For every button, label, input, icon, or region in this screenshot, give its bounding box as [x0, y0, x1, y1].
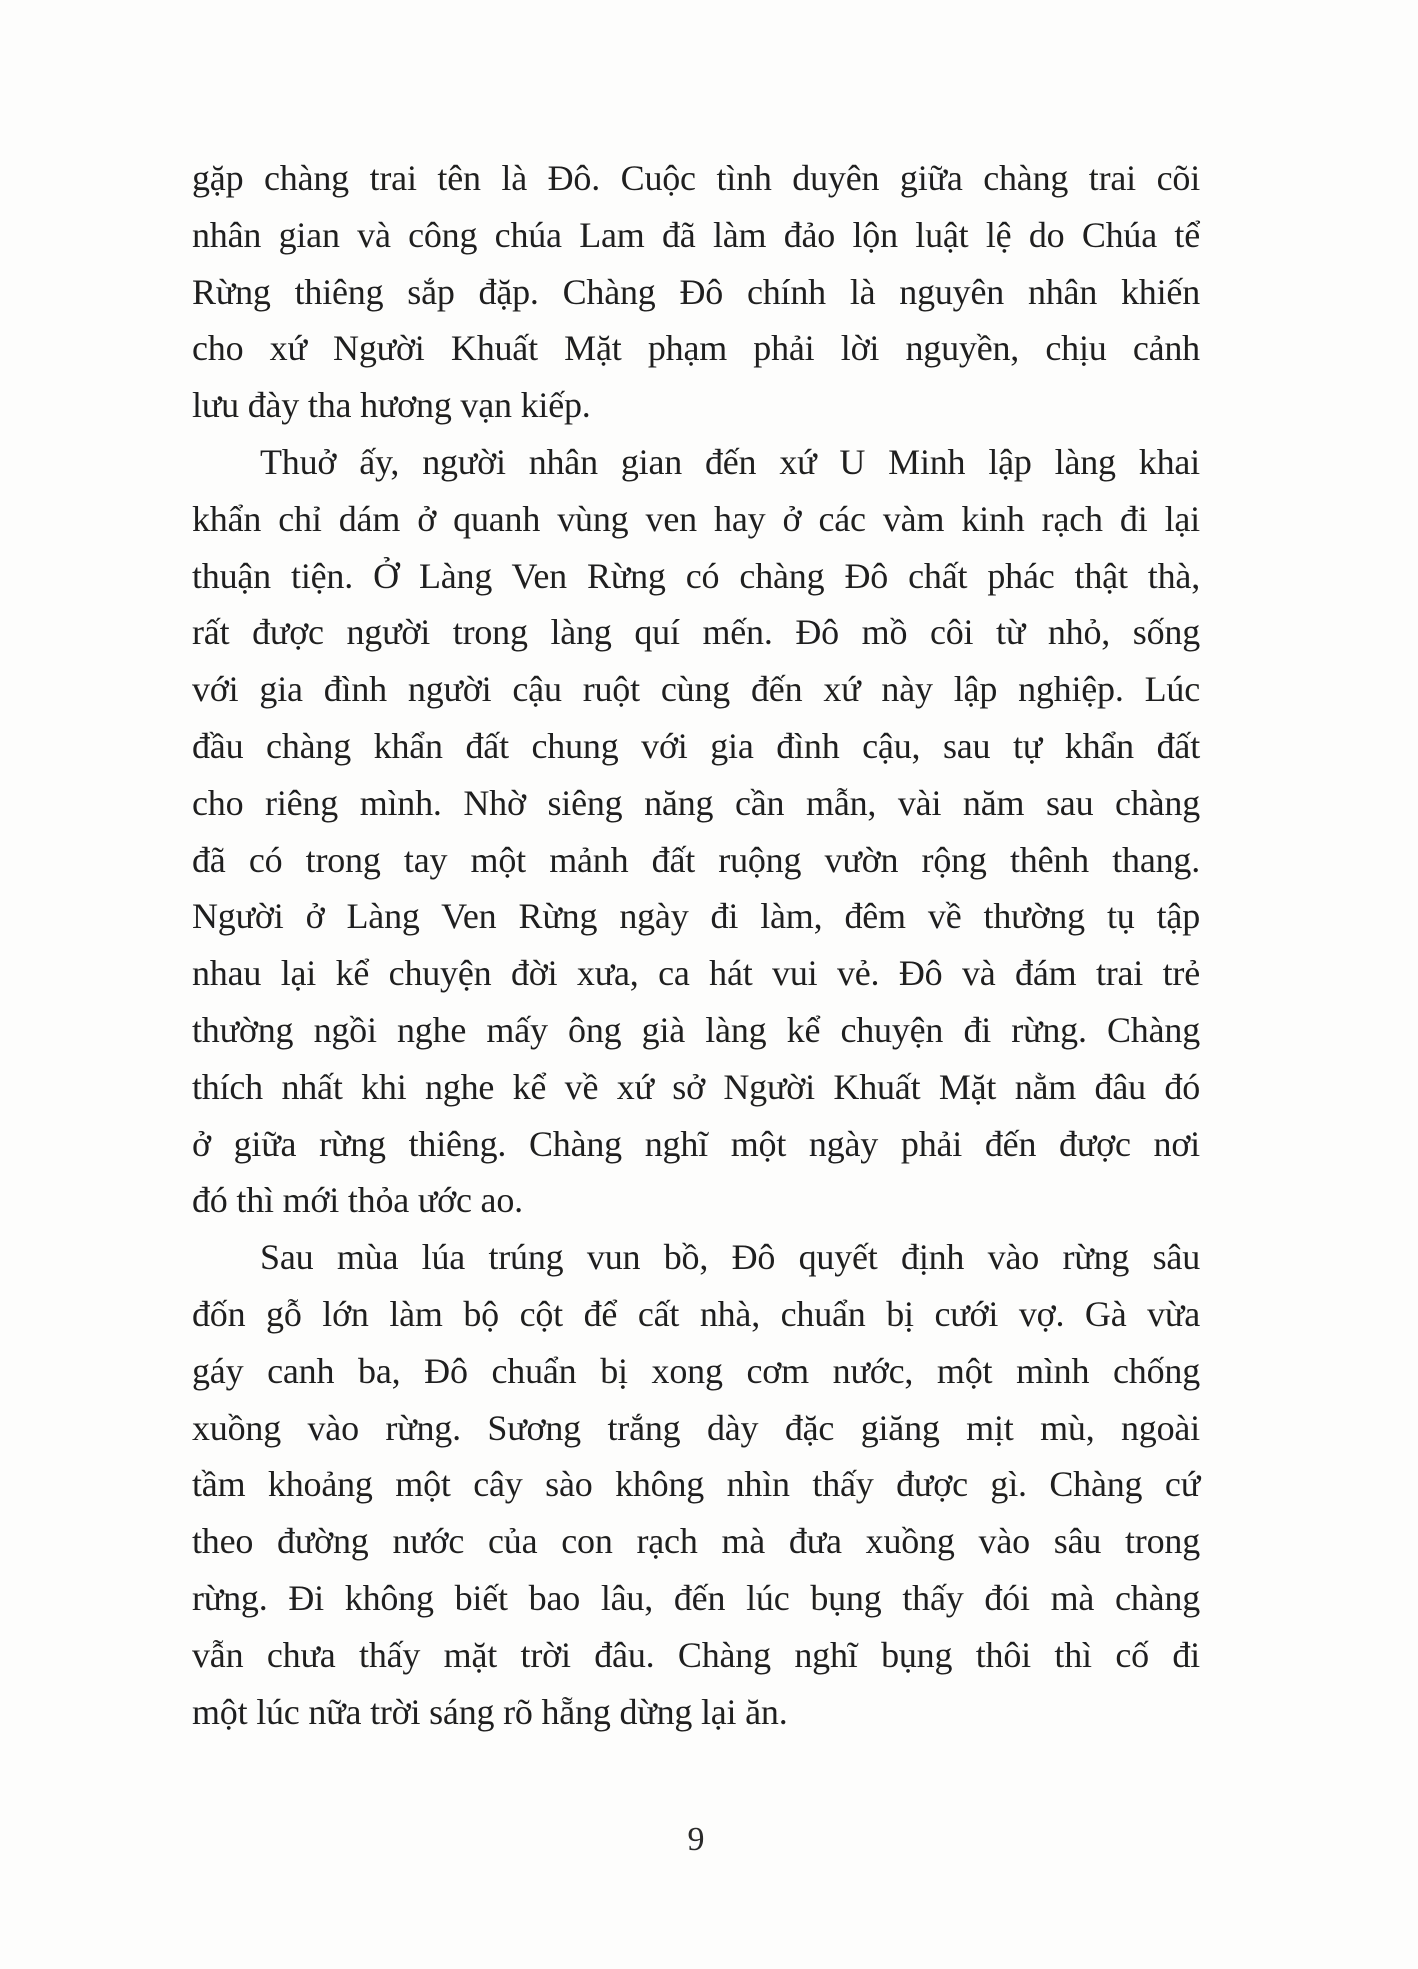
text-line: lưu đày tha hương vạn kiếp. — [192, 385, 591, 426]
page-number: 9 — [687, 1821, 705, 1858]
text-line: cho riêng mình. Nhờ siêng năng cần mẫn, vài năm sau chàng — [192, 782, 1200, 823]
text-line: đó thì mới thỏa ước ao. — [192, 1180, 523, 1221]
text-line: Người ở Làng Ven Rừng ngày đi làm, đêm về thường tụ tập — [192, 896, 1200, 937]
paragraph — [192, 434, 1200, 1229]
text-line: nhân gian và công chúa Lam đã làm đảo lộn luật lệ do Chúa tể — [192, 214, 1200, 255]
text-line: Sau mùa lúa trúng vun bồ, Đô quyết định vào rừng sâu — [260, 1237, 1200, 1278]
text-line: đã có trong tay một mảnh đất ruộng vườn rộng thênh thang. — [192, 839, 1200, 880]
text-line: theo đường nước của con rạch mà đưa xuồng vào sâu trong — [192, 1521, 1200, 1562]
paragraph — [192, 1229, 1200, 1740]
paragraph — [192, 150, 1200, 434]
text-line: Thuở ấy, người nhân gian đến xứ U Minh lập làng khai — [260, 441, 1200, 482]
text-line: ở giữa rừng thiêng. Chàng nghĩ một ngày phải đến được nơi — [192, 1123, 1200, 1164]
text-line: đầu chàng khẩn đất chung với gia đình cậu, sau tự khẩn đất — [192, 725, 1200, 766]
text-line: tầm khoảng một cây sào không nhìn thấy được gì. Chàng cứ — [192, 1464, 1200, 1505]
text-line: với gia đình người cậu ruột cùng đến xứ này lập nghiệp. Lúc — [192, 669, 1200, 710]
text-line: gặp chàng trai tên là Đô. Cuộc tình duyên giữa chàng trai cõi — [192, 158, 1200, 198]
text-line: đốn gỗ lớn làm bộ cột để cất nhà, chuẩn bị cưới vợ. Gà vừa — [192, 1293, 1200, 1334]
text-line: thích nhất khi nghe kể về xứ sở Người Khuất Mặt nằm đâu đó — [192, 1066, 1200, 1107]
text-line: vẫn chưa thấy mặt trời đâu. Chàng nghĩ bụng thôi thì cố đi — [192, 1634, 1200, 1675]
text-line: xuồng vào rừng. Sương trắng dày đặc giăng mịt mù, ngoài — [192, 1407, 1200, 1448]
text-line: rất được người trong làng quí mến. Đô mồ côi từ nhỏ, sống — [192, 612, 1200, 653]
text-line: rừng. Đi không biết bao lâu, đến lúc bụng thấy đói mà chàng — [192, 1577, 1200, 1618]
page-text-block — [192, 150, 1200, 1740]
text-line: thường ngồi nghe mấy ông già làng kể chuyện đi rừng. Chàng — [192, 1009, 1200, 1050]
text-line: Rừng thiêng sắp đặp. Chàng Đô chính là nguyên nhân khiến — [192, 271, 1200, 312]
text-line: gáy canh ba, Đô chuẩn bị xong cơm nước, một mình chống — [192, 1350, 1200, 1391]
text-line: khẩn chỉ dám ở quanh vùng ven hay ở các vàm kinh rạch đi lại — [192, 498, 1200, 539]
text-line: nhau lại kể chuyện đời xưa, ca hát vui vẻ. Đô và đám trai trẻ — [192, 953, 1200, 994]
text-line: cho xứ Người Khuất Mặt phạm phải lời nguyền, chịu cảnh — [192, 328, 1200, 369]
text-line: một lúc nữa trời sáng rõ hẵng dừng lại ăn. — [192, 1691, 788, 1732]
text-line: thuận tiện. Ở Làng Ven Rừng có chàng Đô chất phác thật thà, — [192, 555, 1200, 596]
